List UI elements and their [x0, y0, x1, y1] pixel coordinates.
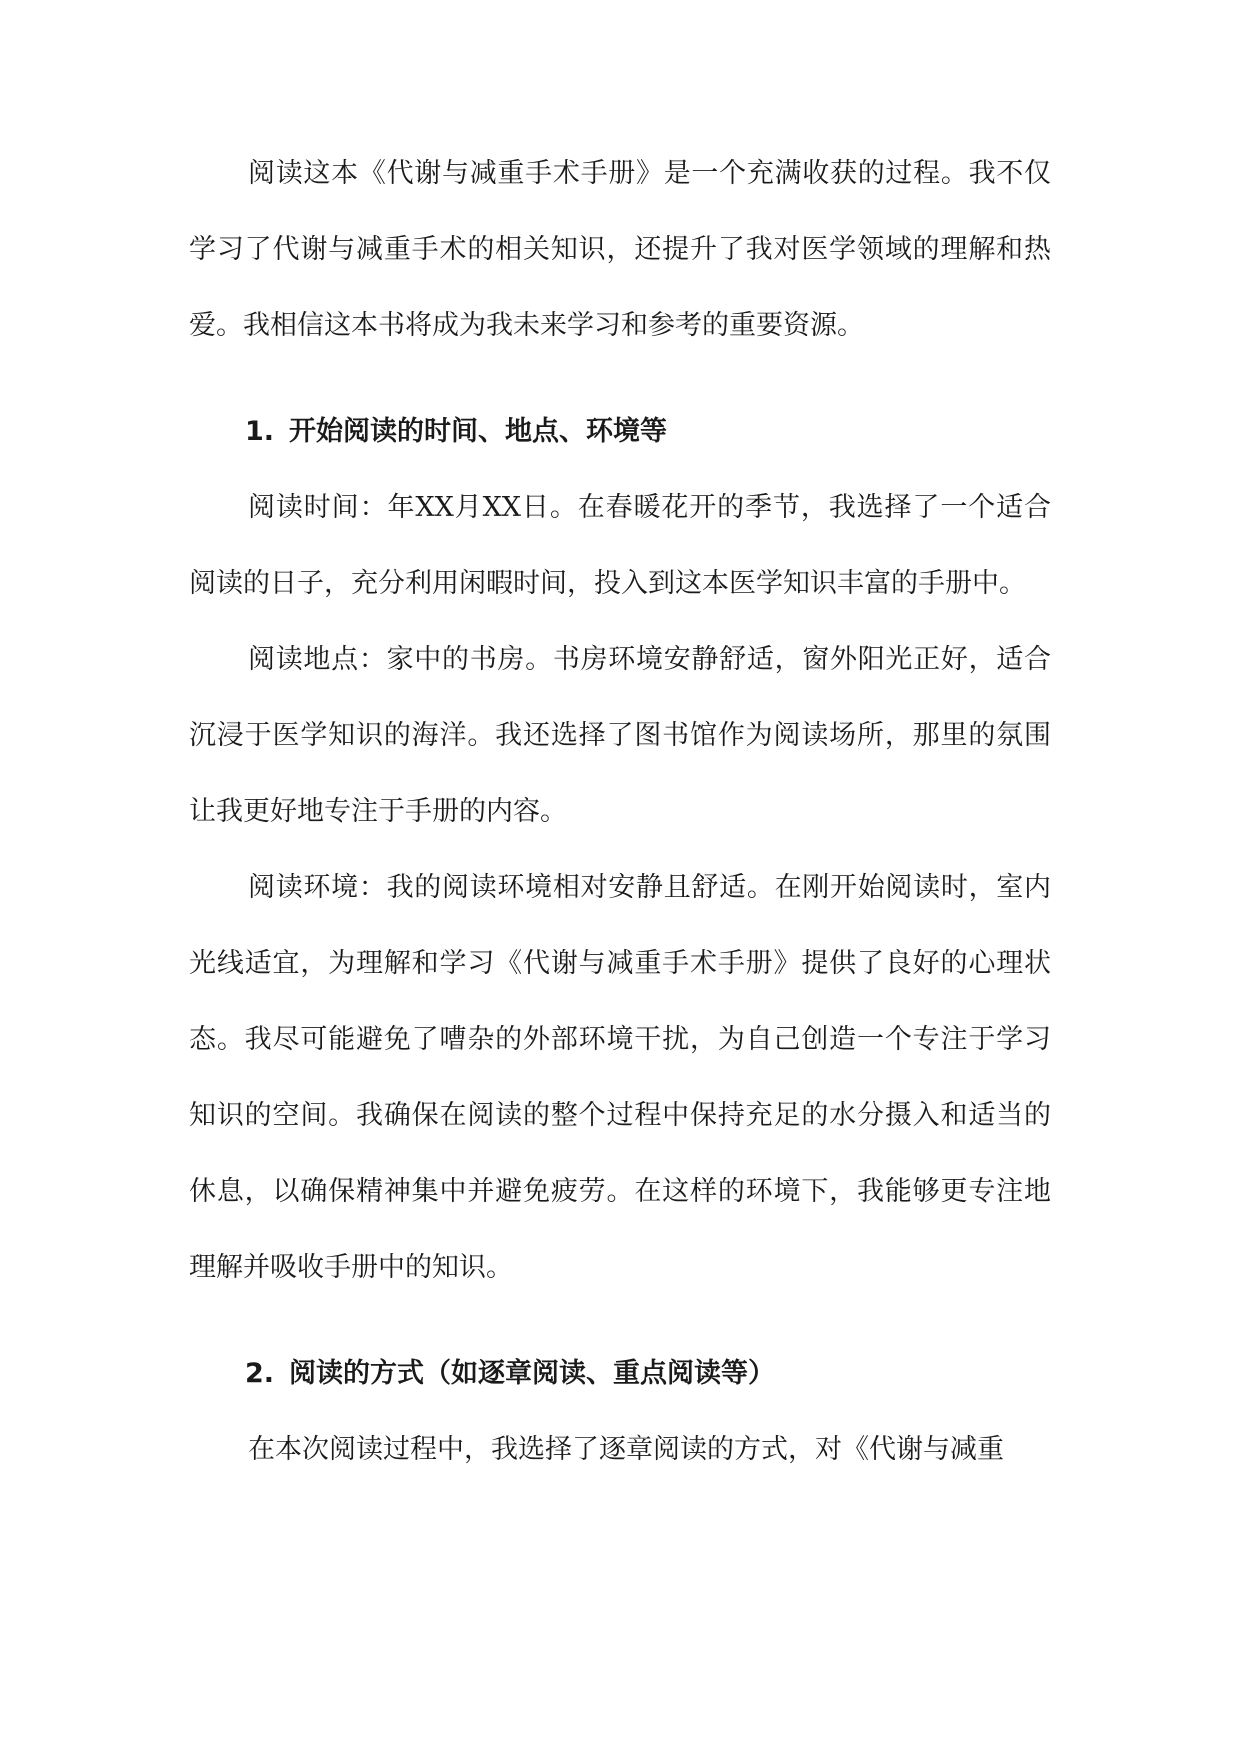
- section-heading-2: [189, 1336, 1051, 1412]
- section-title: 阅读的方式（如逐章阅读、重点阅读等）: [289, 1358, 775, 1389]
- section-number: 1.: [245, 416, 275, 447]
- section-title: 开始阅读的时间、地点、环境等: [289, 416, 667, 447]
- reading-time-paragraph: 阅读时间：年XX月XX日。在春暖花开的季节，我选择了一个适合阅读的日子，充分利用闲暇时间，投入到这本医学知识丰富的手册中。: [189, 492, 1051, 599]
- spacer: [189, 1306, 1051, 1336]
- section-heading-1: [189, 394, 1051, 470]
- section-number: 2.: [245, 1358, 275, 1389]
- spacer: [189, 364, 1051, 394]
- intro-paragraph: 阅读这本《代谢与减重手术手册》是一个充满收获的过程。我不仅学习了代谢与减重手术的相关知识，还提升了我对医学领域的理解和热爱。我相信这本书将成为我未来学习和参考的重要资源。: [189, 158, 1051, 341]
- reading-environment-paragraph: 阅读环境：我的阅读环境相对安静且舒适。在刚开始阅读时，室内光线适宜，为理解和学习《代谢与减重手术手册》提供了良好的心理状态。我尽可能避免了嘈杂的外部环境干扰，为自己创造一个专注于学习知识的空间。我确保在阅读的整个过程中保持充足的水分摄入和适当的休息，以确保精神集中并避免疲劳。在这样的环境下，我能够更专注地理解并吸收手册中的知识。: [189, 872, 1051, 1283]
- reading-method-paragraph: 在本次阅读过程中，我选择了逐章阅读的方式，对《代谢与减重: [248, 1434, 1004, 1465]
- document-body: [189, 136, 1051, 1488]
- reading-place-paragraph: 阅读地点：家中的书房。书房环境安静舒适，窗外阳光正好，适合沉浸于医学知识的海洋。我还选择了图书馆作为阅读场所，那里的氛围让我更好地专注于手册的内容。: [189, 644, 1051, 827]
